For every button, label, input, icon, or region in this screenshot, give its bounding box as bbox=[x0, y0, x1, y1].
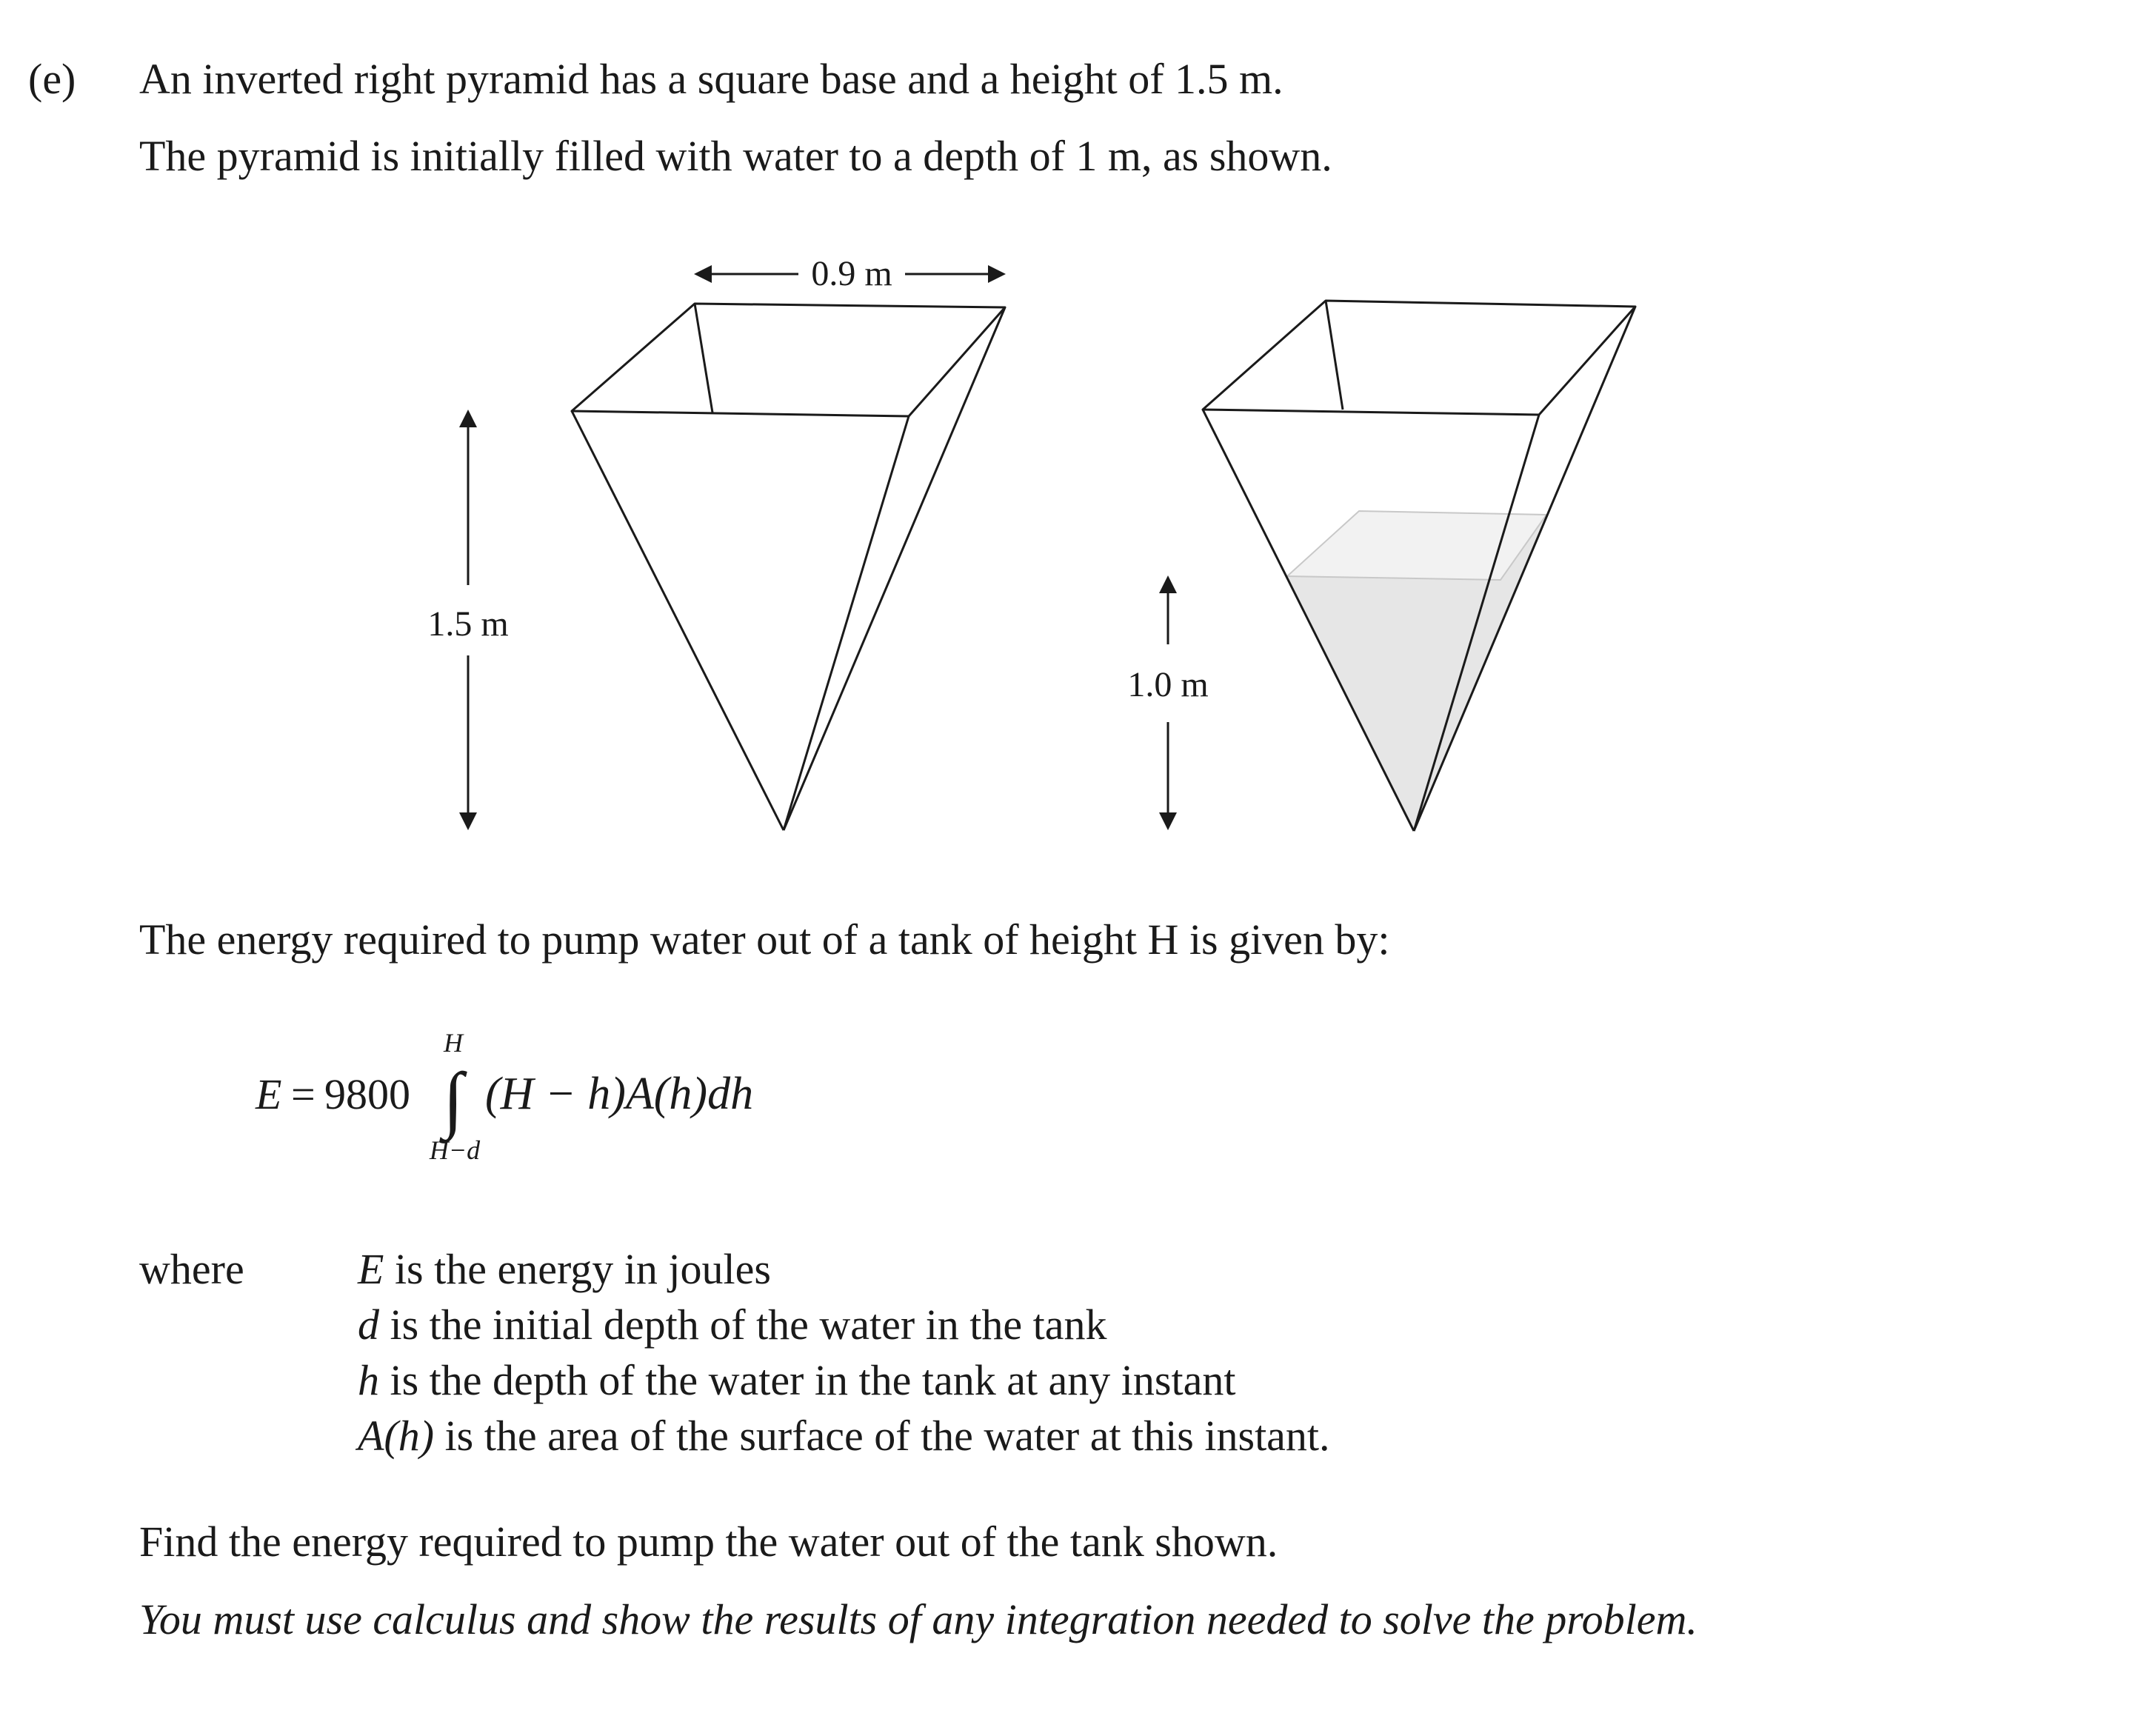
definition-text: is the area of the surface of the water at this instant. bbox=[434, 1412, 1330, 1460]
energy-formula bbox=[255, 1028, 753, 1165]
definition-text: is the energy in joules bbox=[384, 1245, 771, 1293]
empty-pyramid-rim bbox=[572, 304, 1005, 416]
water-pyramid bbox=[1203, 301, 1635, 831]
formula-equals: = bbox=[291, 1070, 316, 1118]
formula-integrand: (H − h)A(h)dh bbox=[485, 1069, 754, 1119]
definition-symbol: A(h) bbox=[358, 1412, 435, 1460]
intro-line-2: The pyramid is initially filled with water to a depth of 1 m, as shown. bbox=[139, 132, 1332, 180]
definition-item bbox=[358, 1301, 1107, 1349]
formula-coefficient: 9800 bbox=[324, 1070, 410, 1118]
empty-pyramid-edge-left bbox=[572, 411, 784, 830]
water-pyramid-inner-edge bbox=[1326, 301, 1343, 410]
formula-integral-sign: ∫ bbox=[443, 1058, 464, 1140]
depth-label: 1.0 m bbox=[1127, 665, 1209, 704]
definition-item bbox=[358, 1356, 1236, 1404]
empty-pyramid bbox=[572, 304, 1005, 830]
formula-lower-limit: H−d bbox=[429, 1135, 481, 1165]
definition-symbol: E bbox=[358, 1245, 384, 1293]
part-label: (e) bbox=[28, 55, 76, 103]
task-note: You must use calculus and show the results of any integration needed to solve the problem. bbox=[139, 1595, 1698, 1643]
height-label: 1.5 m bbox=[427, 604, 509, 644]
task-instruction: Find the energy required to pump the water out of the tank shown. bbox=[139, 1518, 1278, 1566]
energy-intro: The energy required to pump water out of a tank of height H is given by: bbox=[139, 915, 1390, 964]
empty-pyramid-edge-front bbox=[784, 416, 909, 830]
definition-symbol: d bbox=[358, 1301, 379, 1349]
intro-line-1: An inverted right pyramid has a square base and a height of 1.5 m. bbox=[139, 55, 1284, 103]
definition-text: is the initial depth of the water in the tank bbox=[379, 1301, 1107, 1349]
water-pyramid-rim bbox=[1203, 301, 1635, 415]
empty-pyramid-inner-edge bbox=[695, 304, 712, 413]
empty-pyramid-edge-right bbox=[784, 307, 1005, 830]
definition-symbol: h bbox=[358, 1356, 379, 1404]
formula-upper-limit: H bbox=[444, 1028, 463, 1058]
definition-item bbox=[358, 1412, 1330, 1460]
definition-text: is the depth of the water in the tank at any instant bbox=[379, 1356, 1236, 1404]
formula-lhs: E bbox=[256, 1070, 282, 1118]
where-label: where bbox=[139, 1245, 244, 1293]
definition-item bbox=[358, 1245, 771, 1293]
width-label: 0.9 m bbox=[811, 254, 892, 293]
